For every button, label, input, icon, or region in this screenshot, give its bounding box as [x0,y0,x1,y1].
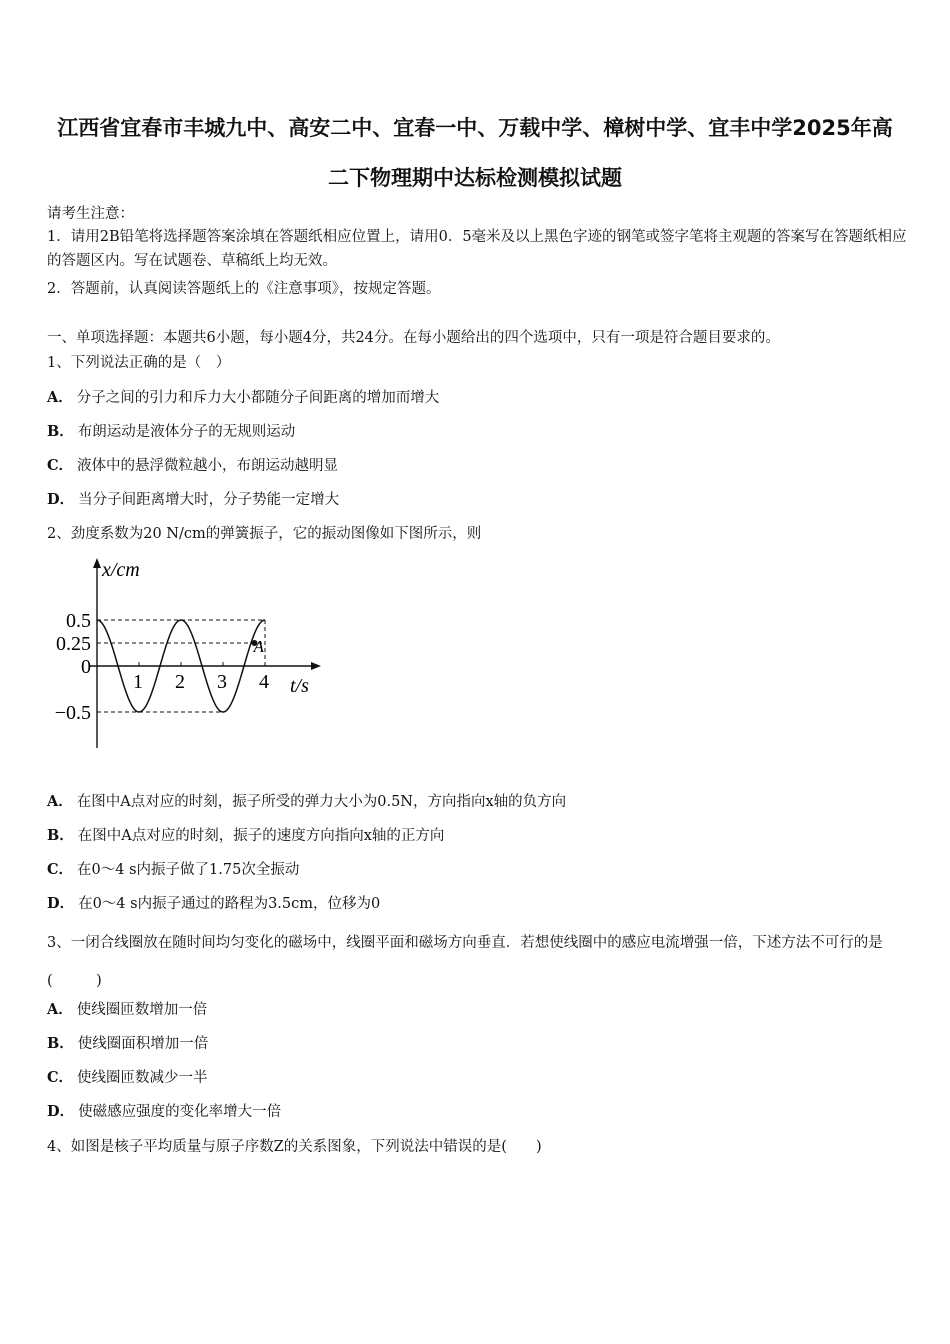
y-axis-arrow [93,558,101,568]
q2-option-d [47,892,380,913]
notice-heading: 请考生注意： [47,206,134,222]
option-label: C． [47,457,74,474]
notice-item-1: 1．请用2B铅笔将选择题答案涂填在答题纸相应位置上，请用0．5毫米及以上黑色字迹的钢笔或签字笔将主观题的答案写在答题纸相应的答题区内。写在试题卷、草稿纸上均无效。 [47,229,907,269]
option-label: A． [47,1001,73,1018]
q3-option-d [47,1100,281,1121]
q2-option-a [47,790,566,811]
notice-item-2: 2．答题前，认真阅读答题纸上的《注意事项》，按规定答题。 [47,281,441,297]
q4-stem: 4、如图是核子平均质量与原子序数Z的关系图象，下列说法中错误的是( ) [47,1139,542,1155]
option-label: A． [47,793,73,810]
q3-option-c [47,1066,208,1087]
x-tick-label: 2 [175,671,185,693]
q3-option-a [47,998,207,1019]
option-label: D． [47,491,75,508]
option-label: D． [47,895,75,912]
y-tick-label: −0.5 [54,702,91,724]
option-label: A． [47,389,73,406]
option-text: 使磁感应强度的变化率增大一倍 [78,1104,282,1120]
y-tick-label: 0.25 [56,633,91,655]
q1-option-a [47,386,439,407]
option-label: C． [47,1069,74,1086]
section-heading: 一、单项选择题：本题共6小题，每小题4分，共24分。在每小题给出的四个选项中，只有一项是符合题目要求的。 [47,330,780,346]
x-tick-label: 1 [133,671,143,693]
option-label: B． [47,423,74,440]
q3-stem: 3、一闭合线圈放在随时间均匀变化的磁场中，线圈平面和磁场方向垂直．若想使线圈中的感应电流增强一倍，下述方法不可行的是( ) [47,935,883,989]
y-tick-label: 0 [81,656,91,678]
point-a-label: A [253,637,264,656]
option-text: 分子之间的引力和斥力大小都随分子间距离的增加而增大 [76,390,440,406]
q1-option-c [47,454,338,475]
option-text: 当分子间距离增大时，分子势能一定增大 [78,492,340,508]
option-text: 在0～4 s内振子通过的路程为3.5cm，位移为0 [78,896,381,912]
oscillation-graph [40,556,340,756]
x-axis-arrow [311,662,321,670]
option-label: B． [47,827,74,844]
option-label: C． [47,861,74,878]
option-text: 在图中A点对应的时刻，振子的速度方向指向x轴的正方向 [77,828,445,844]
q1-option-b [47,420,295,441]
x-axis-label: t/s [290,675,309,697]
title-line-1: 江西省宜春市丰城九中、高安二中、宜春一中、万载中学、樟树中学、宜丰中学2025年高 [57,116,893,140]
q1-option-d [47,488,339,509]
q2-option-b [47,824,444,845]
x-tick-label: 3 [217,671,227,693]
y-tick-label: 0.5 [66,610,91,632]
option-text: 在图中A点对应的时刻，振子所受的弹力大小为0.5N，方向指向x轴的负方向 [76,794,567,810]
q2-stem: 2、劲度系数为20 N/cm的弹簧振子，它的振动图像如下图所示，则 [47,526,482,542]
option-label: B． [47,1035,74,1052]
option-text: 在0～4 s内振子做了1.75次全振动 [77,862,300,878]
q3-option-b [47,1032,208,1053]
y-axis-label: x/cm [102,559,140,581]
title-line-2: 二下物理期中达标检测模拟试题 [328,166,622,190]
option-label: D． [47,1103,75,1120]
option-text: 使线圈面积增加一倍 [77,1036,209,1052]
option-text: 使线圈匝数减少一半 [77,1070,208,1086]
option-text: 液体中的悬浮微粒越小，布朗运动越明显 [77,458,339,474]
q2-option-c [47,858,299,879]
q1-stem: 1、下列说法正确的是（ ） [47,355,231,371]
option-text: 使线圈匝数增加一倍 [76,1002,208,1018]
x-tick-label: 4 [259,671,269,693]
option-text: 布朗运动是液体分子的无规则运动 [77,424,296,440]
